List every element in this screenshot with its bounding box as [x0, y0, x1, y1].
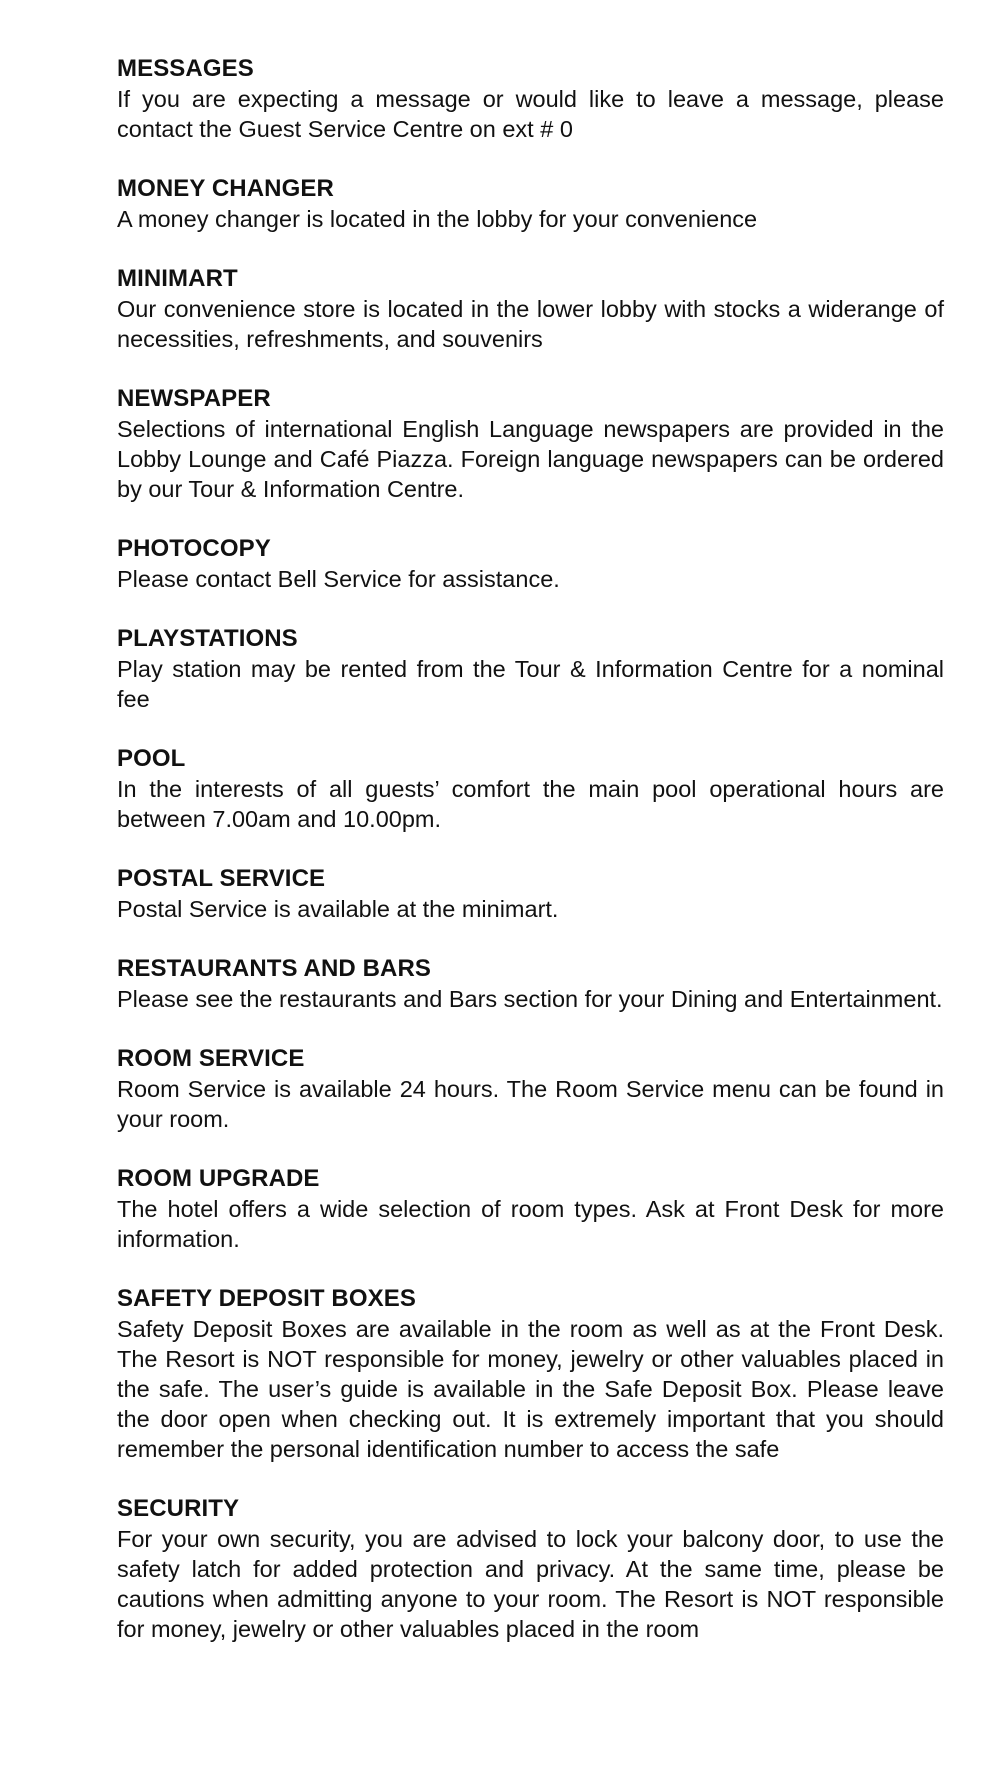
- section-newspaper: [117, 384, 944, 504]
- section-body: Safety Deposit Boxes are available in the room as well as at the Front Desk. The Resort is NOT responsible for money, jewelry or other valuables placed in the safe. The user’s guide is available in the Safe Deposit Box. Please leave the door open when checking out. It is extremely important that you should remember the personal identification number to access the safe: [117, 1316, 944, 1462]
- section-body: Please see the restaurants and Bars section for your Dining and Entertainment.: [117, 986, 943, 1012]
- section-body: If you are expecting a message or would like to leave a message, please contact the Guest Service Centre on ext # 0: [117, 86, 944, 142]
- section-body: Our convenience store is located in the lower lobby with stocks a widerange of necessities, refreshments, and souvenirs: [117, 296, 944, 352]
- section-safety-deposit-boxes: [117, 1284, 944, 1464]
- section-heading: NEWSPAPER: [117, 385, 271, 412]
- section-heading: ROOM SERVICE: [117, 1045, 305, 1072]
- section-minimart: [117, 264, 944, 354]
- section-body: Please contact Bell Service for assistance.: [117, 566, 560, 592]
- section-body: Room Service is available 24 hours. The Room Service menu can be found in your room.: [117, 1076, 944, 1132]
- section-body: Selections of international English Language newspapers are provided in the Lobby Lounge and Café Piazza. Foreign language newspapers can be ordered by our Tour & Information Centre.: [117, 416, 944, 502]
- section-heading: POOL: [117, 745, 186, 772]
- section-heading: PLAYSTATIONS: [117, 625, 298, 652]
- section-heading: RESTAURANTS AND BARS: [117, 955, 431, 982]
- section-photocopy: [117, 534, 944, 594]
- section-body: In the interests of all guests’ comfort the main pool operational hours are between 7.00am and 10.00pm.: [117, 776, 944, 832]
- section-heading: POSTAL SERVICE: [117, 865, 326, 892]
- section-playstations: [117, 624, 944, 714]
- section-messages: [117, 54, 944, 144]
- section-pool: [117, 744, 944, 834]
- section-room-service: [117, 1044, 944, 1134]
- section-body: A money changer is located in the lobby for your convenience: [117, 206, 758, 232]
- section-body: The hotel offers a wide selection of room types. Ask at Front Desk for more information.: [117, 1196, 944, 1252]
- section-heading: MESSAGES: [117, 55, 254, 82]
- section-heading: ROOM UPGRADE: [117, 1165, 320, 1192]
- section-postal-service: [117, 864, 944, 924]
- section-body: For your own security, you are advised to lock your balcony door, to use the safety latch for added protection and privacy. At the same time, please be cautions when admitting anyone to your room. The Resort is NOT responsible for money, jewelry or other valuables placed in the room: [117, 1526, 944, 1642]
- section-heading: SAFETY DEPOSIT BOXES: [117, 1285, 416, 1312]
- section-heading: MONEY CHANGER: [117, 175, 334, 202]
- section-restaurants-and-bars: [117, 954, 944, 1014]
- section-body: Postal Service is available at the minimart.: [117, 896, 559, 922]
- document-page: [117, 54, 944, 1644]
- section-heading: PHOTOCOPY: [117, 535, 271, 562]
- section-room-upgrade: [117, 1164, 944, 1254]
- section-money-changer: [117, 174, 944, 234]
- section-security: [117, 1494, 944, 1644]
- section-heading: MINIMART: [117, 265, 238, 292]
- section-heading: SECURITY: [117, 1495, 240, 1522]
- section-body: Play station may be rented from the Tour & Information Centre for a nominal fee: [117, 656, 944, 712]
